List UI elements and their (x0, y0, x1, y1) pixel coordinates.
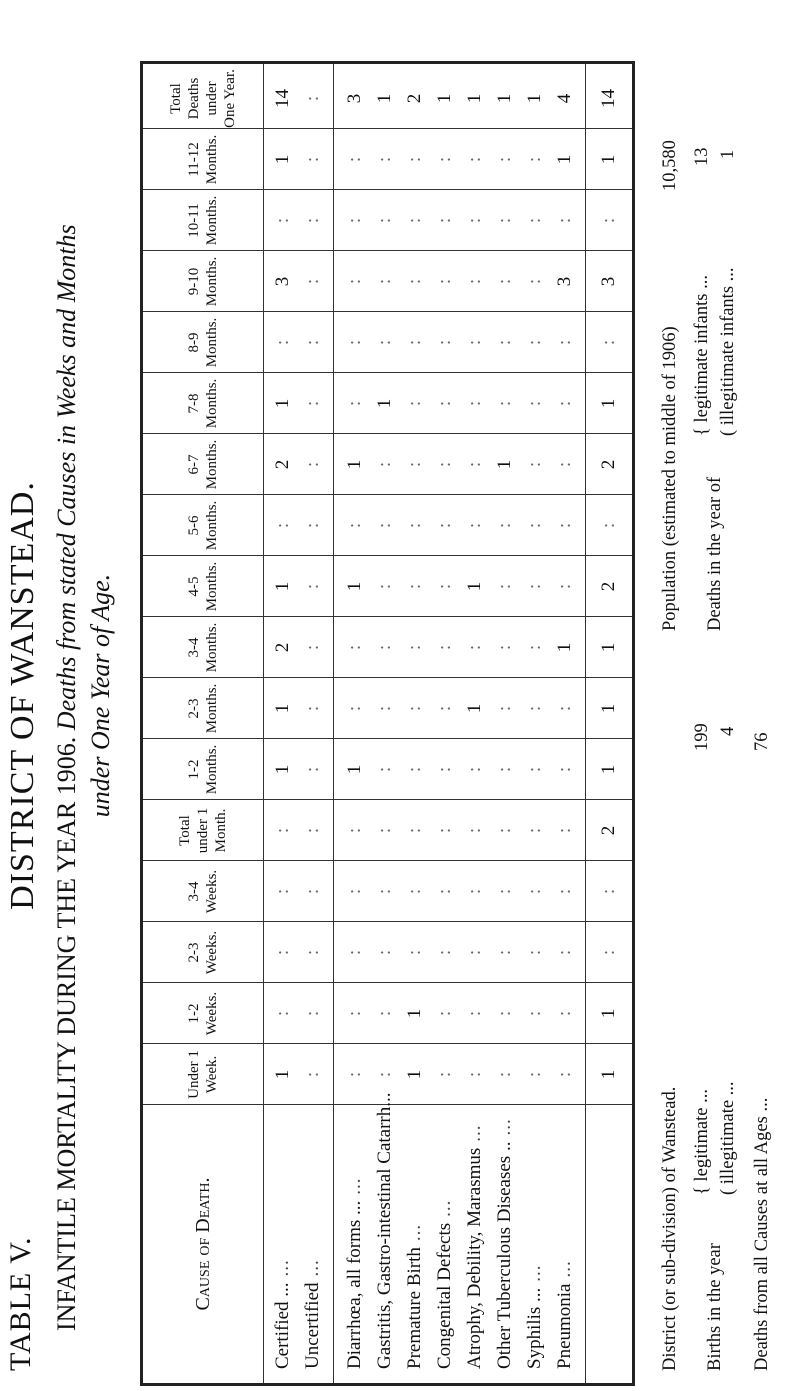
table-cell: : (302, 339, 323, 346)
table-cell: : (404, 400, 425, 407)
table-cell: : (494, 705, 515, 712)
table-cell: : (494, 522, 515, 529)
row-label (551, 1109, 579, 1369)
table-cell: : (434, 583, 455, 590)
table-cell: : (374, 522, 395, 529)
table-cell: : (344, 522, 365, 529)
column-header: 6-7 Months. (186, 439, 220, 490)
table-cell: : (344, 1071, 365, 1078)
table-cell: : (554, 339, 575, 346)
total-cell: 14 (598, 89, 619, 108)
deaths-illegit-label: ( illegitimate infants ... (718, 267, 738, 436)
row-label (461, 1109, 489, 1369)
table-cell: : (554, 705, 575, 712)
table-cell: : (494, 278, 515, 285)
column-header: 4-5 Months. (186, 561, 220, 612)
total-cell: : (598, 217, 619, 224)
total-cell: : (598, 522, 619, 529)
table-cell: : (464, 766, 485, 773)
row-label-text: Premature Birth (404, 1247, 425, 1369)
total-cell: 1 (598, 642, 619, 653)
table-cell: : (374, 583, 395, 590)
table-cell: : (302, 766, 323, 773)
table-cell: : (344, 156, 365, 163)
column-header: 1-2 Months. (186, 744, 220, 795)
table-cell: : (374, 827, 395, 834)
table-cell: 3 (554, 276, 575, 287)
deaths-legit-label: { legitimate infants ... (692, 275, 712, 436)
table-cell: 1 (554, 642, 575, 653)
table-cell: : (494, 1071, 515, 1078)
table-label: TABLE V. (4, 1236, 37, 1371)
table-cell: : (524, 522, 545, 529)
table-cell: 2 (404, 93, 425, 104)
total-cell: : (598, 949, 619, 956)
population-label-right: Population (estimated to middle of 1906) (660, 326, 680, 631)
table-cell: : (344, 339, 365, 346)
table-cell: : (464, 339, 485, 346)
table-cell: 3 (344, 93, 365, 104)
table-cell: : (404, 583, 425, 590)
leader-dots: ... (302, 1259, 323, 1277)
table-cell: : (272, 827, 293, 834)
table-cell: : (524, 400, 545, 407)
table-cell: : (272, 1010, 293, 1017)
row-label (341, 1109, 369, 1369)
column-header: Total under 1 Month. (177, 807, 229, 854)
row-label-text: Other Tuberculous Diseases .. (494, 1141, 515, 1369)
table-cell: : (404, 156, 425, 163)
table-cell: : (434, 644, 455, 651)
table-cell: : (464, 400, 485, 407)
table-cell: : (494, 217, 515, 224)
table-cell: : (464, 827, 485, 834)
subtitle (52, 31, 82, 1331)
table-cell: 1 (272, 398, 293, 409)
row-label (521, 1109, 549, 1369)
table-cell: 1 (344, 459, 365, 470)
table-cell: : (344, 949, 365, 956)
table-cell: : (494, 156, 515, 163)
table-cell: : (434, 522, 455, 529)
table-cell: : (524, 278, 545, 285)
table-cell: 1 (272, 764, 293, 775)
row-label (431, 1109, 459, 1369)
table-cell: : (524, 156, 545, 163)
leader-dots: ... (524, 1264, 545, 1282)
row-label-text: Syphilis ... (524, 1287, 545, 1369)
table-cell: : (272, 217, 293, 224)
table-cell: : (374, 1010, 395, 1017)
table-cell: : (554, 949, 575, 956)
total-cell: 1 (598, 398, 619, 409)
column-header: 3-4 Weeks. (186, 869, 220, 914)
row-label-text: Diarrhœa, all forms ... (344, 1200, 365, 1369)
leader-dots: ... (434, 1199, 455, 1217)
table-cell: : (554, 766, 575, 773)
table-cell: 1 (374, 398, 395, 409)
table-cell: : (374, 705, 395, 712)
table-cell: : (524, 705, 545, 712)
table-cell: 1 (434, 93, 455, 104)
table-cell: : (494, 888, 515, 895)
table-cell: : (344, 827, 365, 834)
table-cell: : (464, 217, 485, 224)
table-cell: 1 (464, 93, 485, 104)
row-label-text: Uncertified (302, 1282, 323, 1369)
table-cell: : (434, 1010, 455, 1017)
table-cell: : (374, 278, 395, 285)
column-header: 10-11 Months. (186, 195, 220, 246)
table-cell: : (374, 888, 395, 895)
cause-column-header: Cause of Death. (191, 1177, 214, 1311)
table-cell: : (272, 888, 293, 895)
row-label (401, 1109, 429, 1369)
table-cell: : (404, 339, 425, 346)
table-cell: : (524, 888, 545, 895)
column-header: 11-12 Months. (186, 134, 220, 185)
table-cell: 1 (464, 581, 485, 592)
table-cell: : (272, 949, 293, 956)
totals-rule (585, 64, 586, 1383)
table-cell: : (494, 644, 515, 651)
table-cell: : (464, 461, 485, 468)
row-label-text: Congenital Defects (434, 1222, 455, 1369)
table-cell: : (554, 217, 575, 224)
table-cell: : (302, 522, 323, 529)
table-cell: : (404, 278, 425, 285)
page-header (4, 0, 42, 1391)
table-cell: : (434, 156, 455, 163)
table-cell: : (404, 461, 425, 468)
table-cell: : (404, 888, 425, 895)
row-label (491, 1109, 519, 1369)
table-cell: : (302, 461, 323, 468)
table-cell: : (464, 522, 485, 529)
leader-dots: ... (344, 1177, 365, 1195)
table-cell: 1 (374, 93, 395, 104)
table-cell: : (524, 461, 545, 468)
table-cell: 3 (272, 276, 293, 287)
table-cell: : (434, 339, 455, 346)
row-label-text: Certified ... (272, 1282, 293, 1369)
table-cell: : (344, 400, 365, 407)
table-cell: : (494, 766, 515, 773)
subtitle-plain: INFANTILE MORTALITY DURING THE YEAR 1906. (52, 736, 81, 1331)
table-cell: : (554, 1010, 575, 1017)
table-cell: : (524, 1071, 545, 1078)
column-header: 3-4 Months. (186, 622, 220, 673)
total-cell: 2 (598, 825, 619, 836)
row-label-text: Gastritis, Gastro-intestinal Catarrh... (374, 1092, 395, 1369)
leader-dots: ... (494, 1118, 515, 1136)
table-cell: : (404, 949, 425, 956)
table-cell: : (524, 766, 545, 773)
table-cell: : (464, 1071, 485, 1078)
group-rule (333, 64, 334, 1383)
table-cell: : (344, 888, 365, 895)
table-cell: : (554, 400, 575, 407)
column-header: 8-9 Months. (186, 317, 220, 368)
table-cell: 1 (554, 154, 575, 165)
table-cell: : (554, 827, 575, 834)
table-cell: : (344, 217, 365, 224)
table-cell: : (302, 644, 323, 651)
table-cell: 1 (494, 459, 515, 470)
table-cell: : (524, 217, 545, 224)
table-cell: : (302, 95, 323, 102)
table-cell: : (434, 766, 455, 773)
total-cell: 1 (598, 154, 619, 165)
table-cell: : (302, 156, 323, 163)
table-cell: : (434, 217, 455, 224)
table-cell: : (344, 1010, 365, 1017)
table-cell: : (494, 949, 515, 956)
column-header: Total Deaths under One Year. (168, 69, 238, 128)
leader-dots: ... (404, 1223, 425, 1242)
table-cell: : (374, 461, 395, 468)
column-header: Under 1 Week. (186, 1050, 220, 1099)
column-header: 9-10 Months. (186, 256, 220, 307)
table-cell: : (302, 400, 323, 407)
table-cell: : (494, 583, 515, 590)
births-legit-value: 199 (692, 723, 712, 751)
table-cell: : (494, 827, 515, 834)
total-cell: 3 (598, 276, 619, 287)
population-value: 10,580 (660, 140, 680, 191)
total-cell: 1 (598, 703, 619, 714)
table-cell: : (272, 522, 293, 529)
leader-dots: ... (554, 1260, 575, 1278)
table-cell: : (464, 1010, 485, 1017)
row-label-text: Atrophy, Debility, Marasmus (464, 1147, 485, 1369)
table-cell: 1 (404, 1008, 425, 1019)
column-header: 2-3 Months. (186, 683, 220, 734)
deaths-prefix: Deaths in the year of (705, 476, 725, 631)
table-cell: 1 (344, 581, 365, 592)
table-cell: : (374, 766, 395, 773)
table-cell: : (272, 339, 293, 346)
column-header: 5-6 Months. (186, 500, 220, 551)
table-cell: : (434, 278, 455, 285)
leader-dots: ... (272, 1259, 293, 1277)
total-cell: 1 (598, 1008, 619, 1019)
table-cell: : (434, 705, 455, 712)
table-cell: : (302, 1071, 323, 1078)
table-cell: : (344, 644, 365, 651)
births-legit-label: { legitimate ... (692, 1089, 712, 1195)
deaths-illegit-value: 1 (718, 149, 738, 159)
table-cell: : (554, 461, 575, 468)
total-cell: 1 (598, 764, 619, 775)
table-cell: : (404, 827, 425, 834)
table-cell: : (302, 705, 323, 712)
table-cell: : (494, 400, 515, 407)
table-cell: : (524, 583, 545, 590)
table-cell: : (554, 522, 575, 529)
table-cell: : (302, 583, 323, 590)
table-cell: : (374, 217, 395, 224)
table-cell: : (464, 278, 485, 285)
row-label-text: Pneumonia (554, 1283, 575, 1369)
table-cell: : (464, 156, 485, 163)
table-cell: : (374, 156, 395, 163)
births-illegit-label: ( illegitimate ... (718, 1081, 738, 1195)
table-cell: : (302, 278, 323, 285)
column-header: 7-8 Months. (186, 378, 220, 429)
table-cell: : (404, 644, 425, 651)
table-cell: 1 (272, 703, 293, 714)
table-cell: : (434, 461, 455, 468)
deaths-legit-value: 13 (692, 147, 712, 166)
table-cell: : (404, 217, 425, 224)
table-cell: : (494, 1010, 515, 1017)
table-cell: : (554, 1071, 575, 1078)
table-cell: : (434, 827, 455, 834)
total-cell: 2 (598, 581, 619, 592)
subtitle-italic: Deaths from stated Causes in Weeks and Months (52, 224, 81, 731)
total-cell: 2 (598, 459, 619, 470)
table-cell: : (302, 827, 323, 834)
table-cell: : (302, 217, 323, 224)
deaths-all-value: 76 (752, 732, 772, 751)
table-cell: 14 (272, 89, 293, 108)
table-cell: 1 (272, 154, 293, 165)
population-label: District (or sub-division) of Wanstead. (660, 1086, 680, 1371)
page-title: DISTRICT OF WANSTEAD. (4, 481, 41, 910)
table-cell: 1 (404, 1069, 425, 1080)
table-cell: : (374, 949, 395, 956)
total-cell: : (598, 339, 619, 346)
births-illegit-value: 4 (718, 726, 738, 736)
total-cell: 1 (598, 1069, 619, 1080)
table-cell: 2 (272, 459, 293, 470)
table-cell: : (524, 1010, 545, 1017)
header-rule (263, 64, 264, 1383)
table-cell: : (404, 766, 425, 773)
deaths-all-label: Deaths from all Causes at all Ages ... (752, 1097, 772, 1371)
table-cell: : (494, 339, 515, 346)
table-cell: : (434, 888, 455, 895)
table-cell: 1 (272, 1069, 293, 1080)
table-cell: 1 (494, 93, 515, 104)
leader-dots: ... (464, 1124, 485, 1142)
table-cell: : (524, 644, 545, 651)
table-cell: : (374, 644, 395, 651)
row-label (269, 1109, 297, 1369)
table-cell: : (464, 644, 485, 651)
table-cell: : (464, 888, 485, 895)
table-cell: : (404, 522, 425, 529)
table-cell: 2 (272, 642, 293, 653)
column-header: 2-3 Weeks. (186, 930, 220, 975)
table-cell: : (434, 949, 455, 956)
mortality-table (140, 61, 635, 1386)
table-cell: : (374, 339, 395, 346)
table-cell: : (434, 1071, 455, 1078)
table-cell: 4 (554, 93, 575, 104)
table-cell: : (434, 400, 455, 407)
table-cell: : (524, 827, 545, 834)
table-cell: : (344, 278, 365, 285)
subtitle-line2: under One Year of Age. (86, 573, 115, 818)
table-cell: : (302, 888, 323, 895)
table-cell: 1 (344, 764, 365, 775)
table-cell: : (524, 949, 545, 956)
table-cell: : (344, 705, 365, 712)
table-cell: 1 (464, 703, 485, 714)
births-prefix: Births in the year (705, 1243, 725, 1371)
table-cell: : (554, 583, 575, 590)
column-header: 1-2 Weeks. (186, 991, 220, 1036)
table-cell: : (374, 1071, 395, 1078)
table-cell: 1 (524, 93, 545, 104)
table-cell: : (302, 949, 323, 956)
row-label (371, 1092, 399, 1369)
table-cell: : (464, 949, 485, 956)
total-cell: : (598, 888, 619, 895)
row-label (299, 1109, 327, 1369)
table-cell: : (524, 339, 545, 346)
table-cell: : (554, 888, 575, 895)
table-cell: : (404, 705, 425, 712)
table-cell: 1 (272, 581, 293, 592)
table-cell: : (302, 1010, 323, 1017)
